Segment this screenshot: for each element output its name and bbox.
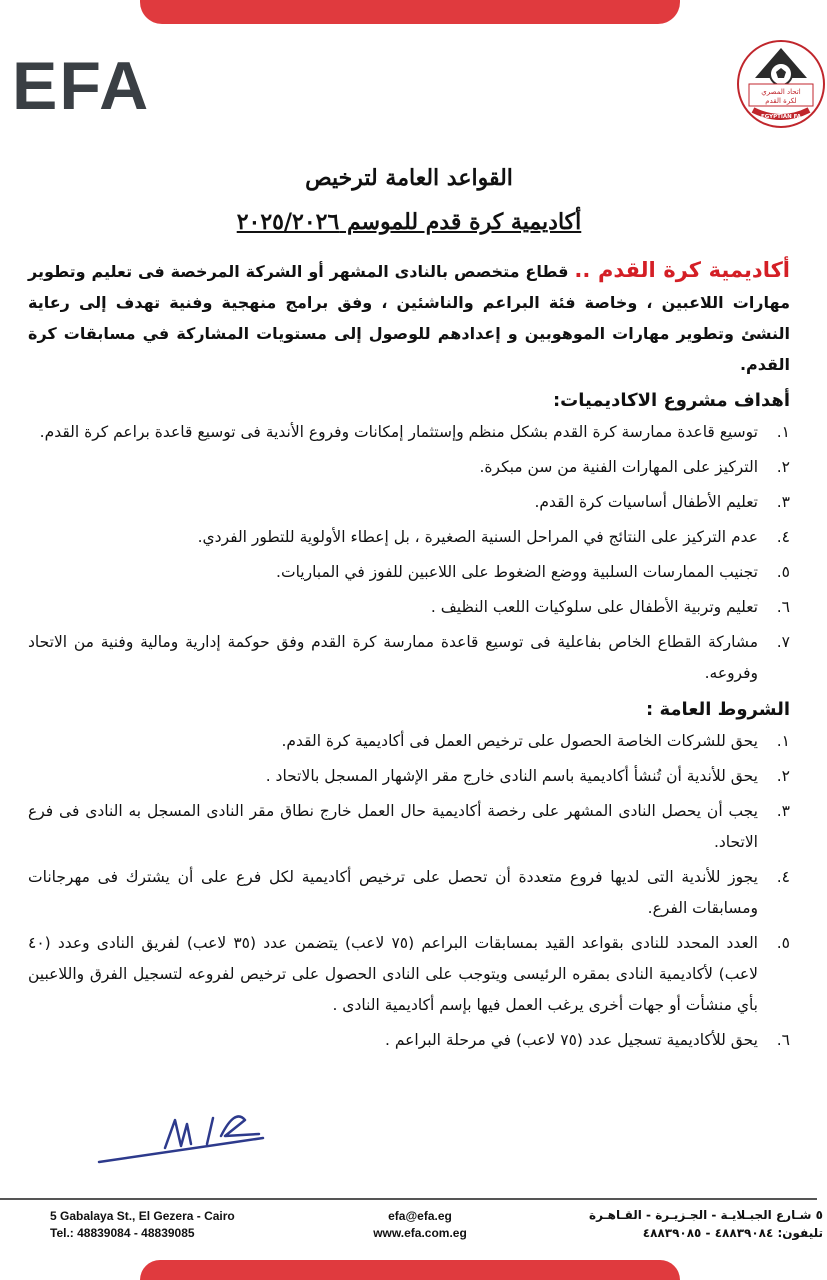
emblem-lettering: اتحاد المصري [761, 88, 801, 96]
footer-tel-ar: تليفون: ٤٨٨٣٩٠٨٤ - ٤٨٨٣٩٠٨٥ [642, 1226, 823, 1240]
item-number: ٣. [776, 493, 790, 511]
emblem-lettering-3: EGYPTIAN FA [760, 114, 802, 120]
item-text: يحق للشركات الخاصة الحصول على ترخيص العمل فى أكاديمية كرة القدم. [281, 732, 758, 750]
intro-lead: أكاديمية كرة القدم .. [574, 258, 790, 282]
list-item [28, 452, 790, 483]
signature-icon [95, 1100, 275, 1170]
list-item [28, 726, 790, 757]
goals-heading: أهداف مشروع الاكاديميات: [552, 390, 790, 411]
goals-list [28, 417, 790, 689]
footer-address-en: 5 Gabalaya St., El Gezera - Cairo [50, 1209, 235, 1223]
item-number: ٢. [776, 767, 790, 785]
item-text: يحق للأكاديمية تسجيل عدد (٧٥ لاعب) في مرحلة البراعم . [384, 1031, 758, 1049]
intro-paragraph [28, 255, 790, 380]
item-number: ٦. [776, 598, 790, 616]
item-number: ٧. [776, 633, 790, 651]
list-item [28, 417, 790, 448]
document-subtitle: أكاديمية كرة قدم للموسم ٢٠٢٥/٢٠٢٦ [236, 209, 582, 235]
footer-email: efa@efa.eg [388, 1209, 452, 1223]
item-text: العدد المحدد للنادى بقواعد القيد بمسابقات البراعم (٧٥ لاعب) يتضمن عدد (٣٥ لاعب) لفريق النادى وعدد (٤٠ لاعب) لأكاديمية النادى بمقره الرئيسى ويتوجب على النادى الحصول على ترخيص لفروعه لتسجيل الفرق واللاعبين بأي منشأت أو جهات أخرى يرغب العمل فيها بإسم أكاديمية النادى . [28, 934, 758, 1014]
footer-contact-en [50, 1208, 235, 1242]
item-number: ٦. [776, 1031, 790, 1049]
document-title: القواعد العامة لترخيص [305, 165, 513, 191]
list-item [28, 522, 790, 553]
conditions-list [28, 726, 790, 1056]
document-body [28, 165, 790, 1060]
item-text: يجب أن يحصل النادى المشهر على رخصة أكاديمية حال العمل خارج نطاق مقر النادى المسجل به النادى فى فرع الاتحاد. [28, 802, 758, 851]
footer-online [360, 1208, 480, 1242]
item-number: ٣. [776, 802, 790, 820]
intro-text: قطاع متخصص بالنادى المشهر أو الشركة المرخصة فى تعليم وتطوير مهارات اللاعبين ، وخاصة فئة البراعم والناشئين ، وفق برامج منهجية وفنية تهدف إلى رعاية النشئ وتطوير مهارات الموهوبين و إعدادهم للوصول إلى مستويات المشاركة في مسابقات كرة القدم. [28, 262, 790, 374]
egyptian-fa-emblem-icon [735, 38, 827, 130]
item-text: تعليم وتربية الأطفال على سلوكيات اللعب النظيف . [430, 598, 758, 616]
item-text: التركيز على المهارات الفنية من سن مبكرة. [479, 458, 758, 476]
list-item [28, 592, 790, 623]
footer-divider [0, 1198, 817, 1200]
list-item [28, 862, 790, 924]
header-red-band [140, 0, 680, 24]
footer-tel-en: Tel.: 48839084 - 48839085 [50, 1226, 195, 1240]
item-number: ٢. [776, 458, 790, 476]
footer-contact-ar [589, 1206, 823, 1242]
list-item [28, 1025, 790, 1056]
item-number: ١. [776, 732, 790, 750]
efa-logo: EFA [12, 48, 151, 124]
footer-address-ar: ٥ شـارع الجبـلايـة - الجـزيـرة - القـاهـرة [589, 1208, 823, 1222]
item-text: عدم التركيز على النتائج في المراحل السنية الصغيرة ، بل إعطاء الأولوية للتطور الفردي. [197, 528, 758, 546]
emblem-lettering-2: لكرة القدم [765, 97, 797, 105]
item-number: ٥. [776, 934, 790, 952]
item-text: تجنيب الممارسات السلبية ووضع الضغوط على اللاعبين للفوز في المباريات. [276, 563, 758, 581]
list-item [28, 761, 790, 792]
item-text: توسيع قاعدة ممارسة كرة القدم بشكل منظم وإستثمار إمكانات وفروع الأندية فى توسيع قاعدة براعم كرة القدم. [39, 423, 758, 441]
list-item [28, 796, 790, 858]
item-text: مشاركة القطاع الخاص بفاعلية فى توسيع قاعدة ممارسة كرة القدم وفق حوكمة إدارية ومالية وفنية من الاتحاد وفروعه. [28, 633, 758, 682]
list-item [28, 627, 790, 689]
list-item [28, 928, 790, 1021]
footer-red-band [140, 1260, 680, 1280]
item-number: ١. [776, 423, 790, 441]
item-text: تعليم الأطفال أساسيات كرة القدم. [534, 493, 758, 511]
item-text: يجوز للأندية التى لديها فروع متعددة أن تحصل على ترخيص أكاديمية لكل فرع على أن يشترك فى مهرجانات ومسابقات الفرع. [28, 868, 758, 917]
item-number: ٥. [776, 563, 790, 581]
item-text: يحق للأندية أن تُنشأ أكاديمية باسم النادى خارج مقر الإشهار المسجل بالاتحاد . [265, 767, 758, 785]
item-number: ٤. [776, 868, 790, 886]
list-item [28, 487, 790, 518]
list-item [28, 557, 790, 588]
conditions-heading: الشروط العامة : [646, 699, 790, 720]
item-number: ٤. [776, 528, 790, 546]
footer-website: www.efa.com.eg [373, 1226, 467, 1240]
